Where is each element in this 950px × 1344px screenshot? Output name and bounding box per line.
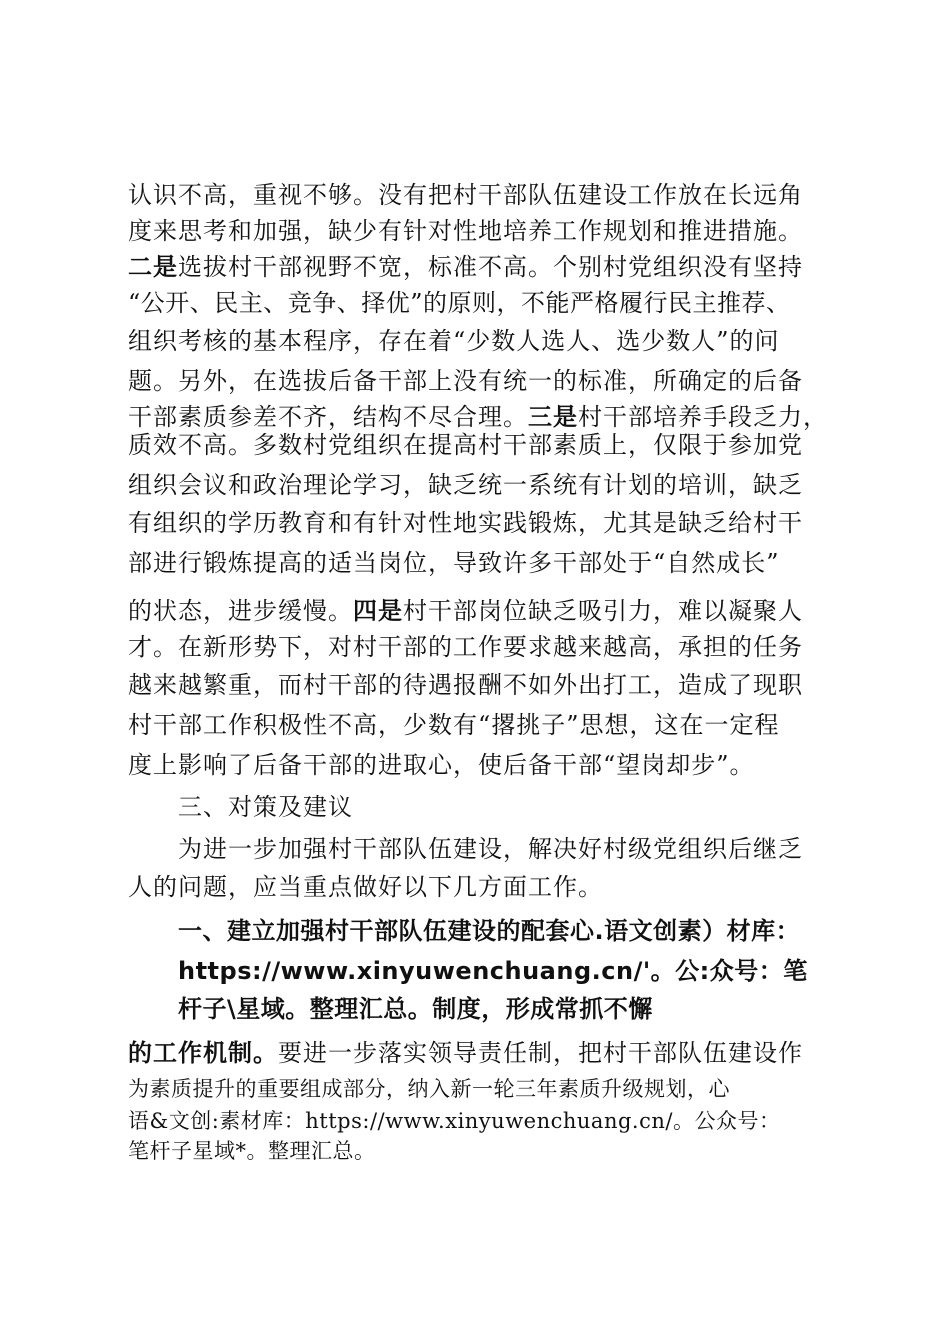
text-line: 语&文创:素材库：https://www.xinyuwenchuang.cn/。公众号： [128, 1109, 781, 1133]
section-heading: 三、对策及建议 [178, 793, 353, 821]
bold-marker: 二是 [128, 253, 178, 281]
bold-lead: 的工作机制。 [128, 1039, 278, 1067]
text-line: 笔杆子星域*。整理汇总。 [128, 1139, 376, 1163]
text-line: 部进行锻炼提高的适当岗位，导致许多干部处于“自然成长” [128, 549, 780, 577]
text-line: 的状态，进步缓慢。四是村干部岗位缺乏吸引力，难以凝聚人 [128, 597, 803, 625]
subsection-heading: 一、建立加强村干部队伍建设的配套心.语文创素）材库： [178, 917, 801, 945]
text-line: 为素质提升的重要组成部分，纳入新一轮三年素质升级规划，心 [128, 1077, 730, 1101]
text-line: 度上影响了后备干部的进取心，使后备干部“望岗却步”。 [128, 751, 755, 779]
text-line: 组织考核的基本程序，存在着“少数人选人、选少数人”的问 [128, 327, 780, 355]
text-line: 人的问题，应当重点做好以下几方面工作。 [128, 873, 603, 901]
text-line: 越来越繁重，而村干部的待遇报酬不如外出打工，造成了现职 [128, 671, 803, 699]
text-line: “公开、民主、竞争、择优”的原则，不能严格履行民主推荐、 [128, 289, 791, 317]
text-line: 有组织的学历教育和有针对性地实践锻炼，尤其是缺乏给村干 [128, 509, 803, 537]
text-line: 干部素质参差不齐，结构不尽合理。三是村干部培养手段乏力， [128, 403, 828, 431]
subsection-heading: https://www.xinyuwenchuang.cn/'。公:众号：笔 [178, 957, 808, 985]
text-line: 质效不高。多数村党组织在提高村干部素质上，仅限于参加党 [128, 431, 803, 459]
text-line: 二是选拔村干部视野不宽，标准不高。个别村党组织没有坚持 [128, 253, 803, 281]
text-line: 组织会议和政治理论学习，缺乏统一系统有计划的培训，缺乏 [128, 471, 803, 499]
text-line: 度来思考和加强，缺少有针对性地培养工作规划和推进措施。 [128, 217, 803, 245]
bold-marker: 四是 [353, 597, 403, 625]
text-line: 为进一步加强村干部队伍建设，解决好村级党组织后继乏 [178, 835, 803, 863]
subsection-heading: 杆子\星域。整理汇总。制度，形成常抓不懈 [178, 995, 653, 1023]
text-line: 村干部工作积极性不高，少数有“撂挑子”思想，这在一定程 [128, 711, 780, 739]
text-line: 的工作机制。要进一步落实领导责任制，把村干部队伍建设作 [128, 1039, 803, 1067]
bold-marker: 三是 [528, 403, 578, 431]
text-line: 题。另外，在选拔后备干部上没有统一的标准，所确定的后备 [128, 367, 803, 395]
text-line: 才。在新形势下，对村干部的工作要求越来越高，承担的任务 [128, 633, 803, 661]
text-line: 认识不高，重视不够。没有把村干部队伍建设工作放在长远角 [128, 181, 803, 209]
